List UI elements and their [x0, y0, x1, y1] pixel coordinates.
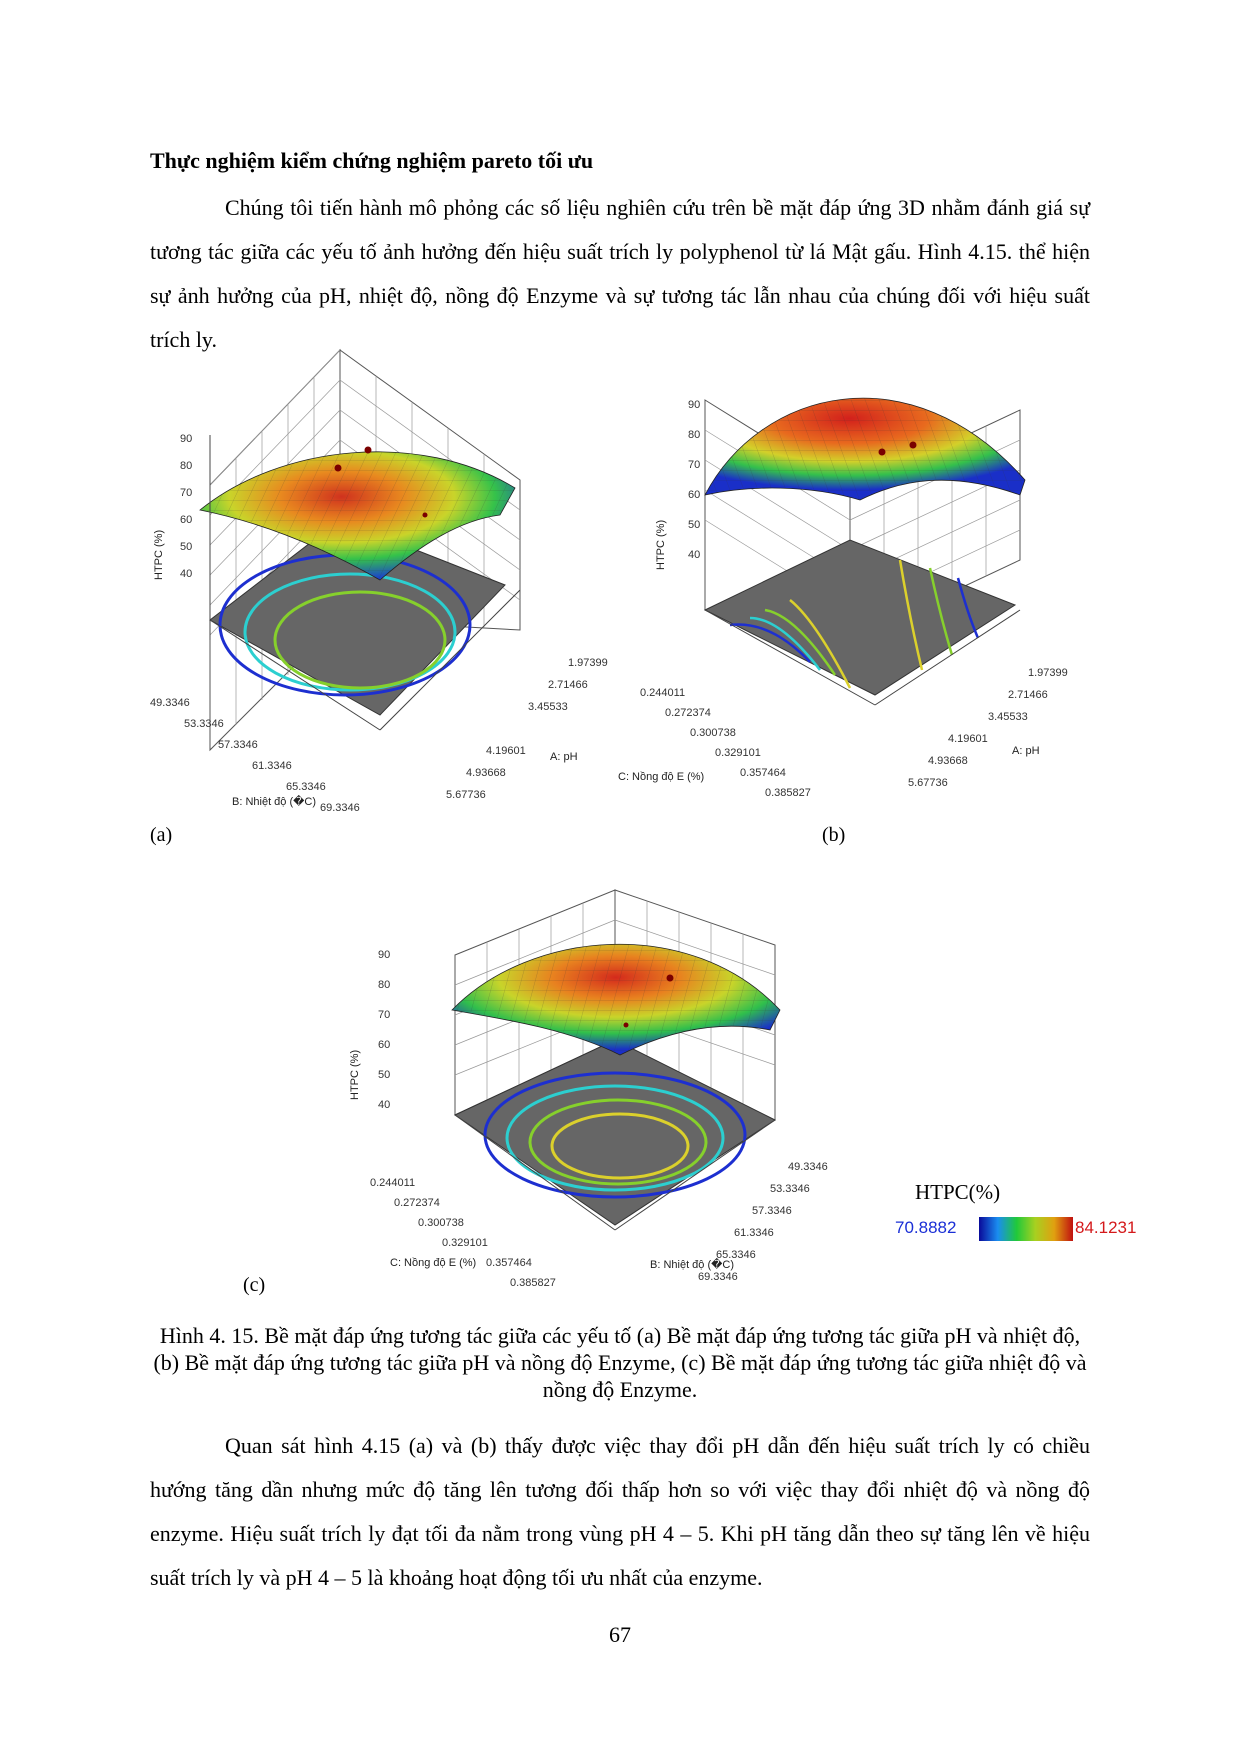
z-tick: 80: [378, 979, 391, 991]
left-axis-tick: 0.329101: [715, 747, 761, 759]
color-legend: [895, 1180, 1135, 1250]
design-point: [910, 442, 917, 449]
legend-max: 84.1231: [1075, 1218, 1137, 1237]
figure-caption: Hình 4. 15. Bề mặt đáp ứng tương tác giữa các yếu tố (a) Bề mặt đáp ứng tương tác giữa pH và nhiệt độ, (b) Bề mặt đáp ứng tương tác giữa pH và nồng độ Enzyme, (c) Bề mặt đáp ứng tương tác giữa nhiệt độ và nồng độ Enzyme.: [153, 1323, 1087, 1402]
left-axis-tick: 53.3346: [184, 718, 224, 730]
section-heading: Thực nghiệm kiểm chứng nghiệm pareto tối ưu: [150, 148, 594, 173]
right-axis-title: A: pH: [1012, 745, 1040, 757]
z-axis-title: HTPC (%): [153, 529, 165, 580]
z-tick: 90: [688, 399, 701, 411]
intro-paragraph: [150, 186, 1090, 362]
legend-title: HTPC(%): [915, 1180, 1001, 1204]
right-axis-tick: 65.3346: [716, 1249, 756, 1261]
left-axis-title: C: Nồng độ E (%): [390, 1257, 477, 1269]
right-axis-tick: 57.3346: [752, 1205, 792, 1217]
figure-c-surface-plot: [349, 880, 850, 1300]
z-axis-title: HTPC (%): [655, 519, 667, 570]
right-axis-title: B: Nhiệt độ (�C): [650, 1259, 735, 1271]
design-point: [667, 975, 674, 982]
z-tick: 40: [378, 1099, 391, 1111]
discussion-paragraph: [150, 1424, 1090, 1600]
design-point: [624, 1023, 629, 1028]
left-axis-tick: 69.3346: [320, 802, 360, 814]
discussion-paragraph-text: Quan sát hình 4.15 (a) và (b) thấy được việc thay đổi pH dẫn đến hiệu suất trích ly có chiều hướng tăng dần nhưng mức độ tăng lên tương đối thấp hơn so với việc thay đổi nhiệt độ và nồng độ enzyme. Hiệu suất trích ly đạt tối đa nằm trong vùng pH 4 – 5. Khi pH tăng dẫn theo sự tăng lên về hiệu suất trích ly và pH 4 – 5 là khoảng hoạt động tối ưu nhất của enzyme.: [150, 1433, 1090, 1590]
right-axis-tick: 4.19601: [948, 733, 988, 745]
right-axis-tick: 5.67736: [908, 777, 948, 789]
page-number: 67: [609, 1622, 631, 1647]
z-tick: 70: [688, 459, 701, 471]
intro-paragraph-text: Chúng tôi tiến hành mô phỏng các số liệu nghiên cứu trên bề mặt đáp ứng 3D nhằm đánh giá sự tương tác giữa các yếu tố ảnh hưởng đến hiệu suất trích ly polyphenol từ lá Mật gấu. Hình 4.15. thể hiện sự ảnh hưởng của pH, nhiệt độ, nồng độ Enzyme và sự tương tác lẫn nhau của chúng đối với hiệu suất trích ly.: [150, 195, 1090, 352]
figure-c-label: (c): [243, 1274, 266, 1296]
z-tick: 80: [688, 429, 701, 441]
left-axis-title: B: Nhiệt độ (�C): [232, 796, 317, 808]
figure-b-label: (b): [822, 824, 846, 846]
left-axis-tick: 0.300738: [690, 727, 736, 739]
z-axis-title: HTPC (%): [349, 1049, 361, 1100]
figure-a-surface-plot: [140, 370, 610, 850]
z-tick: 50: [688, 519, 701, 531]
z-tick: 40: [688, 549, 701, 561]
z-tick: 50: [180, 541, 193, 553]
design-point: [335, 465, 342, 472]
right-axis-tick: 1.97399: [1028, 667, 1068, 679]
legend-min: 70.8882: [895, 1218, 957, 1237]
left-axis-tick: 0.244011: [370, 1177, 416, 1189]
left-axis-tick: 0.329101: [442, 1237, 488, 1249]
right-axis-tick: 4.93668: [466, 767, 506, 779]
right-axis-tick: 2.71466: [548, 679, 588, 691]
z-tick: 60: [688, 489, 701, 501]
left-axis-tick: 0.300738: [418, 1217, 464, 1229]
z-tick: 80: [180, 460, 193, 472]
left-axis-tick: 57.3346: [218, 739, 258, 751]
right-axis-title: A: pH: [550, 751, 578, 763]
z-tick: 90: [180, 433, 193, 445]
right-axis-tick: 53.3346: [770, 1183, 810, 1195]
left-axis-tick: 0.357464: [486, 1257, 532, 1269]
figure-b-surface-plot: [618, 370, 1170, 850]
left-axis-tick: 0.244011: [640, 687, 686, 699]
z-tick: 70: [180, 487, 193, 499]
left-axis-tick: 0.272374: [394, 1197, 440, 1209]
right-axis-tick: 3.45533: [988, 711, 1028, 723]
z-tick: 70: [378, 1009, 391, 1021]
z-tick: 90: [378, 949, 391, 961]
z-tick: 60: [180, 514, 193, 526]
legend-gradient-bar: [979, 1217, 1073, 1241]
right-axis-tick: 4.93668: [928, 755, 968, 767]
right-axis-tick: 4.19601: [486, 745, 526, 757]
z-tick: 60: [378, 1039, 391, 1051]
right-axis-tick: 3.45533: [528, 701, 568, 713]
left-axis-tick: 65.3346: [286, 781, 326, 793]
right-axis-tick: 2.71466: [1008, 689, 1048, 701]
design-point: [879, 449, 886, 456]
left-axis-tick: 0.272374: [665, 707, 711, 719]
left-axis-title: C: Nồng độ E (%): [618, 771, 705, 783]
right-axis-tick: 61.3346: [734, 1227, 774, 1239]
left-axis-tick: 49.3346: [150, 697, 190, 709]
design-point: [365, 447, 372, 454]
z-tick: 50: [378, 1069, 391, 1081]
left-axis-tick: 0.385827: [510, 1277, 556, 1289]
figure-a-label: (a): [150, 824, 173, 846]
right-axis-tick: 69.3346: [698, 1271, 738, 1283]
left-axis-tick: 0.357464: [740, 767, 786, 779]
right-axis-tick: 49.3346: [788, 1161, 828, 1173]
z-tick: 40: [180, 568, 193, 580]
left-axis-tick: 61.3346: [252, 760, 292, 772]
design-point: [423, 513, 428, 518]
right-axis-tick: 1.97399: [568, 657, 608, 669]
left-axis-tick: 0.385827: [765, 787, 811, 799]
right-axis-tick: 5.67736: [446, 789, 486, 801]
